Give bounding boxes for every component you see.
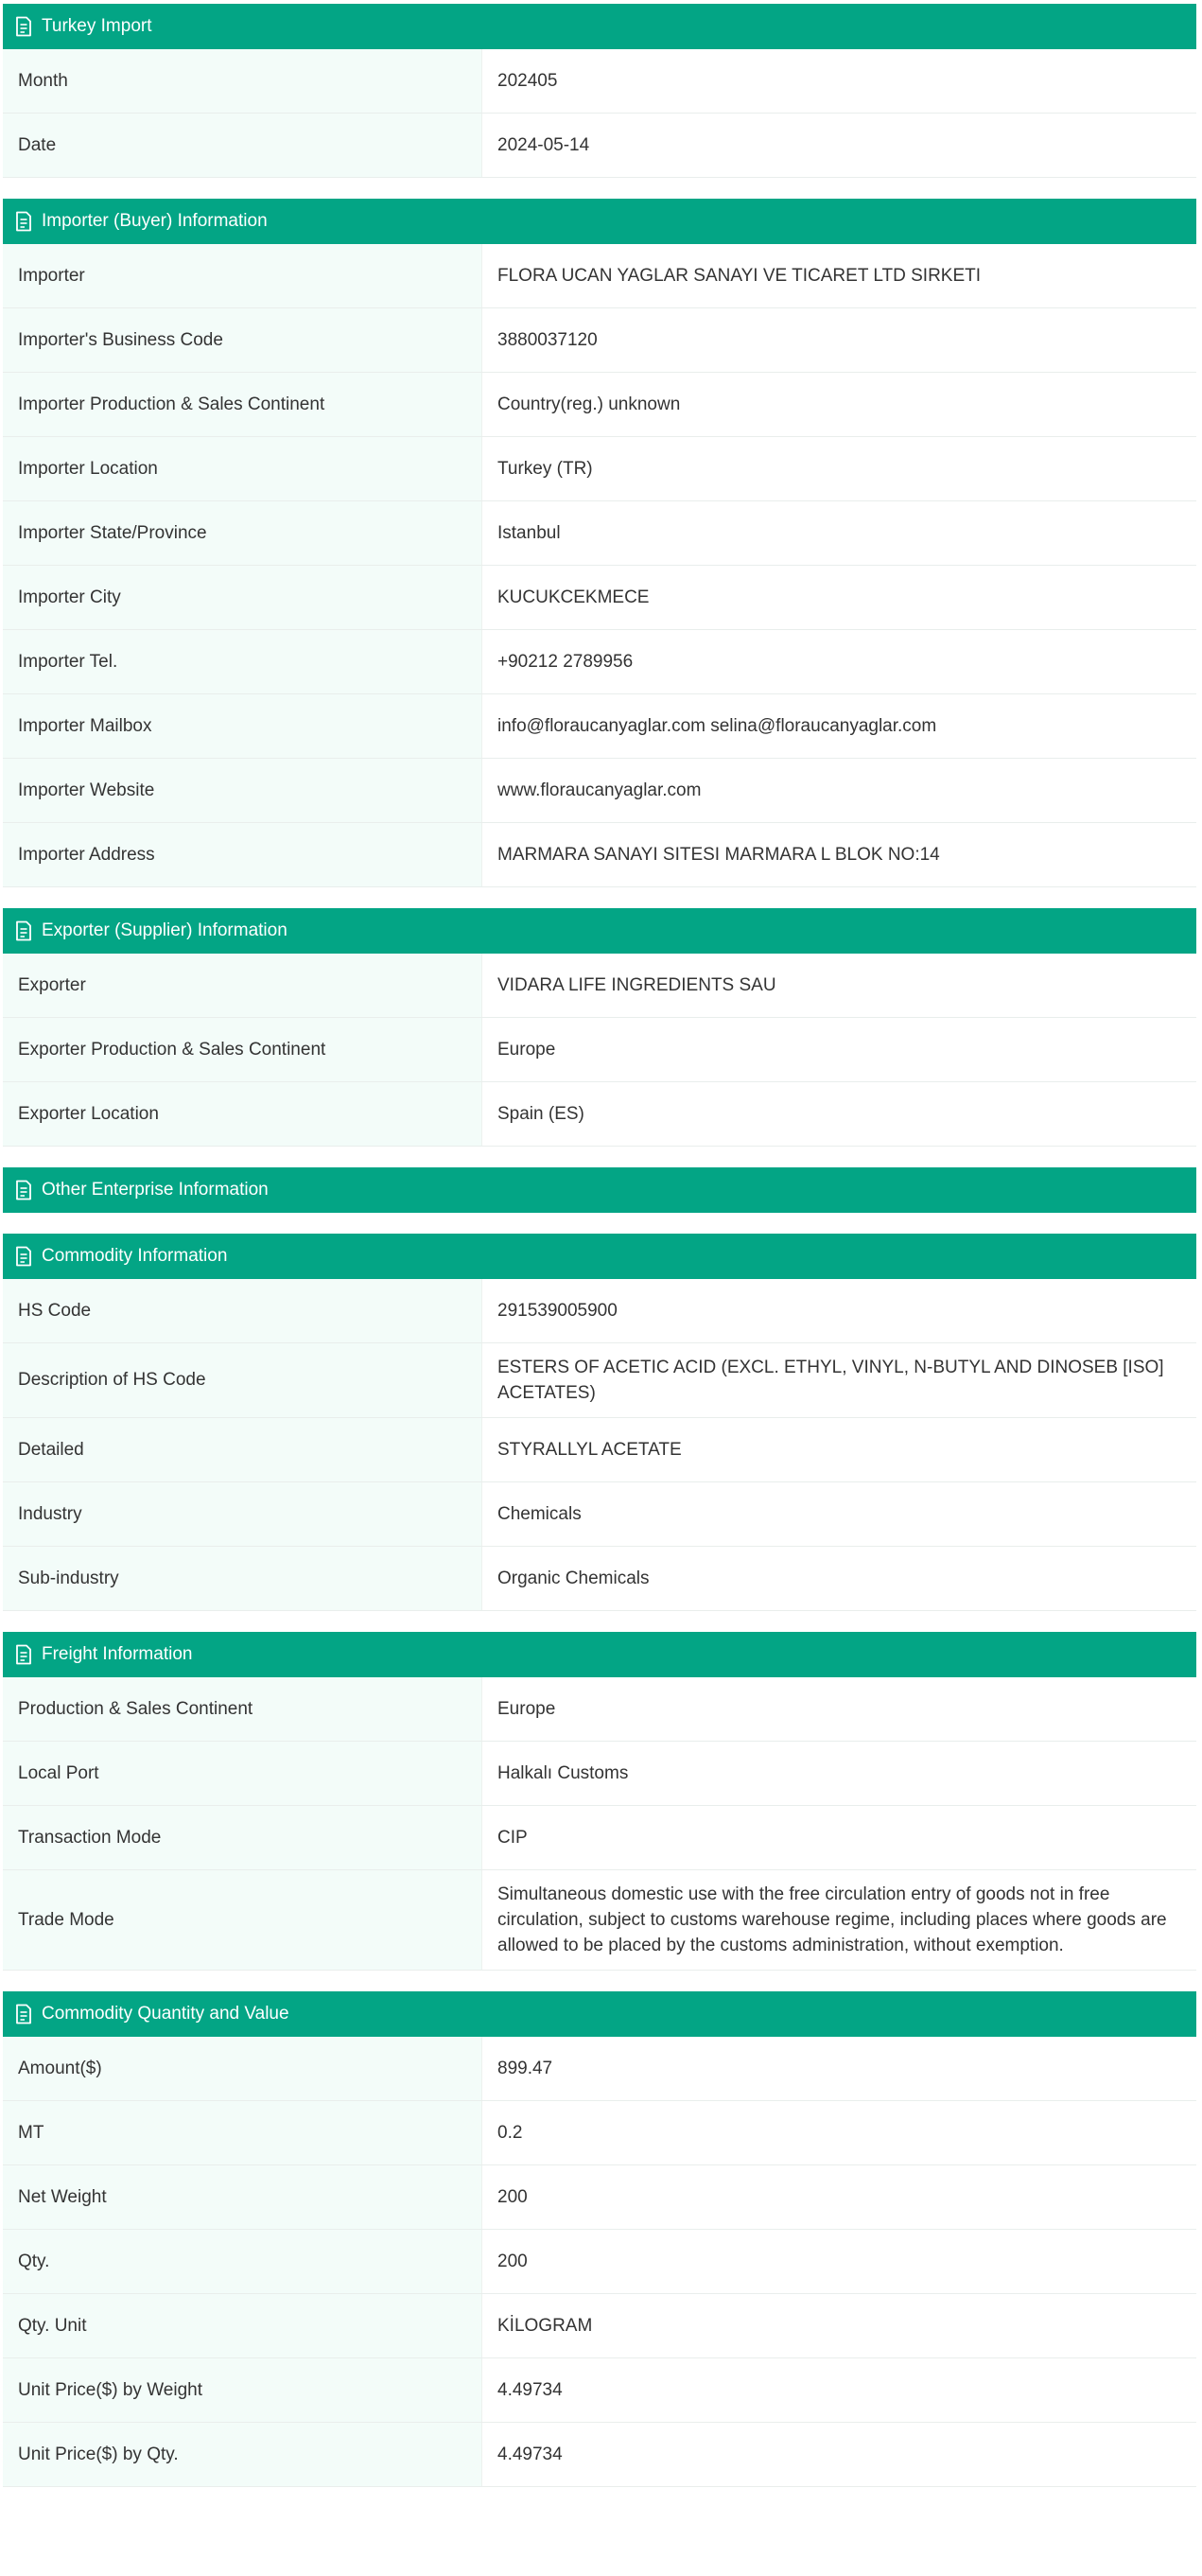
row-month xyxy=(3,49,1196,114)
section-header xyxy=(3,1632,1196,1677)
document-icon xyxy=(14,211,33,232)
document-icon xyxy=(14,1644,33,1665)
field-value: 4.49734 xyxy=(482,2423,1196,2486)
section-rows xyxy=(3,954,1196,1147)
field-label: Importer Mailbox xyxy=(3,694,482,758)
section-rows xyxy=(3,49,1196,178)
document-icon xyxy=(14,1180,33,1200)
section-commodity-information xyxy=(3,1234,1196,1611)
field-value: Simultaneous domestic use with the free circulation entry of goods not in free circulation, subject to customs warehouse regime, including places where goods are allowed to be placed by the customs administration, without exemption. xyxy=(482,1870,1196,1970)
row-qty xyxy=(3,2230,1196,2294)
field-value: www.floraucanyaglar.com xyxy=(482,759,1196,822)
field-label: Net Weight xyxy=(3,2165,482,2229)
row-date xyxy=(3,114,1196,178)
section-title: Other Enterprise Information xyxy=(42,1180,269,1200)
field-label: Importer Production & Sales Continent xyxy=(3,373,482,436)
field-label: Transaction Mode xyxy=(3,1806,482,1869)
field-value: ESTERS OF ACETIC ACID (EXCL. ETHYL, VINYL, N-BUTYL AND DINOSEB [ISO] ACETATES) xyxy=(482,1343,1196,1417)
section-title: Importer (Buyer) Information xyxy=(42,211,268,231)
section-rows xyxy=(3,244,1196,887)
field-value: KİLOGRAM xyxy=(482,2294,1196,2357)
field-label: Importer Location xyxy=(3,437,482,500)
field-value: 4.49734 xyxy=(482,2358,1196,2422)
field-value: 2024-05-14 xyxy=(482,114,1196,177)
field-value: Turkey (TR) xyxy=(482,437,1196,500)
section-commodity-quantity-and-value xyxy=(3,1991,1196,2487)
document-icon xyxy=(14,1246,33,1267)
row-importer-s-business-code xyxy=(3,308,1196,373)
section-rows xyxy=(3,1677,1196,1971)
field-value: 202405 xyxy=(482,49,1196,113)
row-description-of-hs-code xyxy=(3,1343,1196,1418)
field-value: KUCUKCEKMECE xyxy=(482,566,1196,629)
row-importer-address xyxy=(3,823,1196,887)
field-value: 0.2 xyxy=(482,2101,1196,2164)
field-value: Spain (ES) xyxy=(482,1082,1196,1146)
field-label: Qty. Unit xyxy=(3,2294,482,2357)
field-value: Country(reg.) unknown xyxy=(482,373,1196,436)
document-icon xyxy=(14,920,33,941)
section-header xyxy=(3,1234,1196,1279)
row-transaction-mode xyxy=(3,1806,1196,1870)
field-label: Description of HS Code xyxy=(3,1343,482,1417)
field-label: Unit Price($) by Qty. xyxy=(3,2423,482,2486)
field-value: 3880037120 xyxy=(482,308,1196,372)
section-header xyxy=(3,908,1196,954)
field-label: Importer Tel. xyxy=(3,630,482,693)
row-mt xyxy=(3,2101,1196,2165)
section-other-enterprise-information xyxy=(3,1167,1196,1213)
field-value: Halkalı Customs xyxy=(482,1742,1196,1805)
field-label: HS Code xyxy=(3,1279,482,1342)
row-exporter-production-sales-continent xyxy=(3,1018,1196,1082)
field-label: Exporter xyxy=(3,954,482,1017)
field-value: Europe xyxy=(482,1677,1196,1741)
section-title: Commodity Quantity and Value xyxy=(42,2004,289,2024)
field-value: Chemicals xyxy=(482,1482,1196,1546)
row-importer-location xyxy=(3,437,1196,501)
section-header xyxy=(3,1991,1196,2037)
field-value: 899.47 xyxy=(482,2037,1196,2100)
field-label: Importer City xyxy=(3,566,482,629)
row-importer-website xyxy=(3,759,1196,823)
field-label: Qty. xyxy=(3,2230,482,2293)
section-freight-information xyxy=(3,1632,1196,1971)
row-importer-city xyxy=(3,566,1196,630)
row-importer-tel xyxy=(3,630,1196,694)
section-header xyxy=(3,4,1196,49)
field-label: Production & Sales Continent xyxy=(3,1677,482,1741)
field-value: Europe xyxy=(482,1018,1196,1081)
document-icon xyxy=(14,16,33,37)
section-title: Freight Information xyxy=(42,1644,193,1664)
field-value: +90212 2789956 xyxy=(482,630,1196,693)
field-label: Exporter Production & Sales Continent xyxy=(3,1018,482,1081)
row-importer-state-province xyxy=(3,501,1196,566)
row-industry xyxy=(3,1482,1196,1547)
field-label: Exporter Location xyxy=(3,1082,482,1146)
field-label: Unit Price($) by Weight xyxy=(3,2358,482,2422)
section-importer-buyer-information xyxy=(3,199,1196,887)
field-label: Importer's Business Code xyxy=(3,308,482,372)
field-value: 291539005900 xyxy=(482,1279,1196,1342)
section-title: Commodity Information xyxy=(42,1246,228,1266)
section-header xyxy=(3,1167,1196,1213)
field-value: MARMARA SANAYI SITESI MARMARA L BLOK NO:14 xyxy=(482,823,1196,886)
field-label: Importer Website xyxy=(3,759,482,822)
field-value: VIDARA LIFE INGREDIENTS SAU xyxy=(482,954,1196,1017)
field-label: Amount($) xyxy=(3,2037,482,2100)
section-rows xyxy=(3,1279,1196,1611)
field-value: FLORA UCAN YAGLAR SANAYI VE TICARET LTD SIRKETI xyxy=(482,244,1196,307)
field-value: info@floraucanyaglar.com selina@floraucanyaglar.com xyxy=(482,694,1196,758)
field-value: STYRALLYL ACETATE xyxy=(482,1418,1196,1481)
field-label: Local Port xyxy=(3,1742,482,1805)
row-hs-code xyxy=(3,1279,1196,1343)
field-label: Sub-industry xyxy=(3,1547,482,1610)
row-importer xyxy=(3,244,1196,308)
field-label: Importer xyxy=(3,244,482,307)
row-local-port xyxy=(3,1742,1196,1806)
document-icon xyxy=(14,2004,33,2024)
row-unit-price-by-weight xyxy=(3,2358,1196,2423)
field-label: Industry xyxy=(3,1482,482,1546)
field-label: Month xyxy=(3,49,482,113)
row-importer-mailbox xyxy=(3,694,1196,759)
row-unit-price-by-qty xyxy=(3,2423,1196,2487)
row-importer-production-sales-continent xyxy=(3,373,1196,437)
row-detailed xyxy=(3,1418,1196,1482)
field-label: Importer State/Province xyxy=(3,501,482,565)
row-trade-mode xyxy=(3,1870,1196,1971)
field-value: Istanbul xyxy=(482,501,1196,565)
row-exporter xyxy=(3,954,1196,1018)
field-value: CIP xyxy=(482,1806,1196,1869)
field-value: 200 xyxy=(482,2165,1196,2229)
field-label: Importer Address xyxy=(3,823,482,886)
section-exporter-supplier-information xyxy=(3,908,1196,1147)
row-qty-unit xyxy=(3,2294,1196,2358)
row-amount xyxy=(3,2037,1196,2101)
field-label: Trade Mode xyxy=(3,1870,482,1970)
field-value: 200 xyxy=(482,2230,1196,2293)
field-label: Date xyxy=(3,114,482,177)
row-exporter-location xyxy=(3,1082,1196,1147)
section-rows xyxy=(3,2037,1196,2487)
section-title: Turkey Import xyxy=(42,16,152,36)
section-title: Exporter (Supplier) Information xyxy=(42,920,287,940)
section-turkey-import xyxy=(3,4,1196,178)
field-label: MT xyxy=(3,2101,482,2164)
row-sub-industry xyxy=(3,1547,1196,1611)
field-value: Organic Chemicals xyxy=(482,1547,1196,1610)
field-label: Detailed xyxy=(3,1418,482,1481)
row-production-sales-continent xyxy=(3,1677,1196,1742)
row-net-weight xyxy=(3,2165,1196,2230)
section-header xyxy=(3,199,1196,244)
